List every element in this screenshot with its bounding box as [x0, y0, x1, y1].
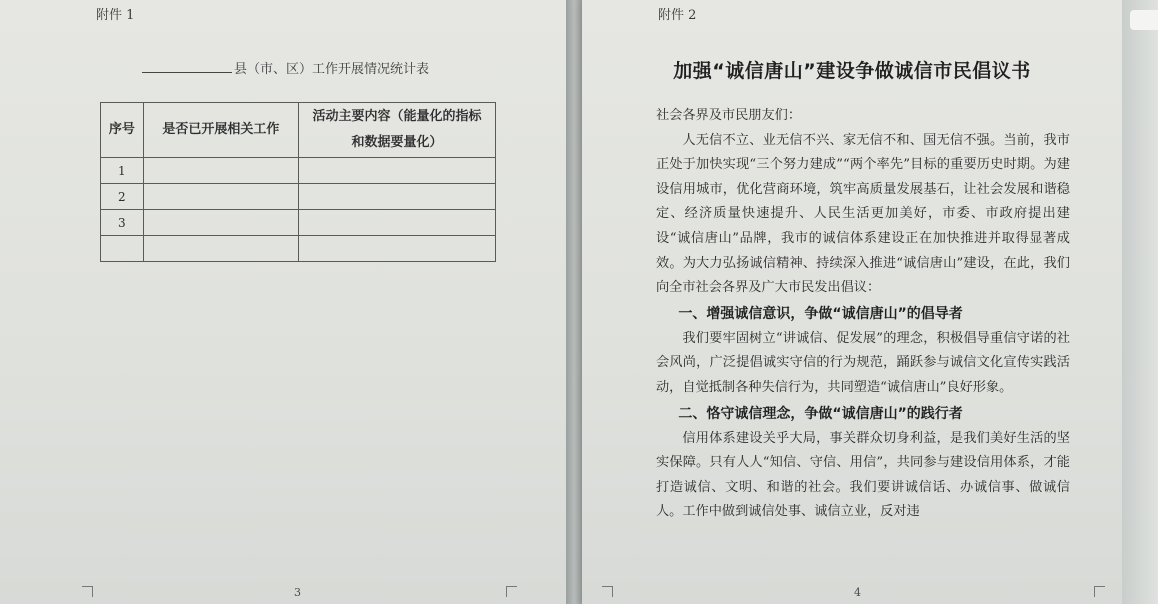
cell-content [298, 236, 495, 262]
paragraph-practice: 信用体系建设关乎大局，事关群众切身利益，是我们美好生活的坚实保障。只有人人“知信、守信、用信”，共同参与建设信用体系，才能打造诚信、文明、和谐的社会。我们要讲诚信话、办诚信事、做诚信人。工作中做到诚信处事、诚信立业，反对违 [656, 430, 1070, 520]
page-number: 3 [294, 586, 301, 599]
cell-seq: 3 [101, 210, 144, 236]
header-seq: 序号 [101, 103, 144, 158]
header-main-content-line2: 和数据要量化） [351, 135, 443, 150]
annex-1-label: 附件 1 [96, 8, 135, 23]
crop-mark [82, 586, 93, 597]
proposal-body [656, 104, 1070, 525]
table-header-row [101, 103, 496, 158]
crop-mark [506, 586, 517, 597]
cell-content [298, 210, 495, 236]
header-main-content-line1: 活动主要内容（能量化的指标 [312, 109, 482, 124]
statistics-title-text: 县（市、区）工作开展情况统计表 [234, 62, 430, 77]
section-heading-2: 二、恪守诚信理念，争做“诚信唐山”的践行者 [678, 405, 963, 422]
salutation: 社会各界及市民朋友们： [656, 108, 802, 123]
crop-mark [602, 586, 613, 597]
header-main-content [298, 103, 495, 158]
section-heading-1: 一、增强诚信意识，争做“诚信唐山”的倡导者 [678, 305, 963, 322]
cell-seq [101, 236, 144, 262]
crop-mark [1094, 586, 1105, 597]
cell-carried-out [143, 236, 298, 262]
cell-carried-out [143, 184, 298, 210]
paragraph-awareness: 我们要牢固树立“讲诚信、促发展”的理念，积极倡导重信守诺的社会风尚，广泛提倡诚实守信的行为规范，踊跃参与诚信文化宣传实践活动，自觉抵制各种失信行为，共同塑造“诚信唐山”良好形象。 [656, 330, 1070, 395]
cell-content [298, 184, 495, 210]
page-gutter [566, 0, 582, 604]
cell-carried-out [143, 158, 298, 184]
page-number: 4 [854, 586, 861, 599]
page-right [582, 0, 1122, 604]
table-row [101, 184, 496, 210]
next-page-edge [1122, 0, 1158, 604]
cell-content [298, 158, 495, 184]
cell-carried-out [143, 210, 298, 236]
annex-2-label: 附件 2 [658, 8, 697, 23]
county-name-blank [142, 72, 232, 73]
table-row [101, 236, 496, 262]
paragraph-intro: 人无信不立、业无信不兴、家无信不和、国无信不强。当前，我市正处于加快实现“三个努力建成”“两个率先”目标的重要历史时期。为建设信用城市，优化营商环境，筑牢高质量发展基石，让社会发展和谐稳定、经济质量快速提升、人民生活更加美好，市委、市政府提出建设“诚信唐山”品牌，我市的诚信体系建设正在加快推进并取得显著成效。为大力弘扬诚信精神、持续深入推进“诚信唐山”建设，在此，我们向全市社会各界及广大市民发出倡议： [656, 132, 1070, 296]
work-statistics-table [100, 102, 496, 262]
cell-seq: 1 [101, 158, 144, 184]
page-left [0, 0, 566, 604]
page-tab [1130, 10, 1158, 30]
cell-seq: 2 [101, 184, 144, 210]
statistics-table-title [142, 58, 429, 77]
proposal-title: 加强“诚信唐山”建设争做诚信市民倡议书 [673, 60, 1031, 82]
table-row [101, 210, 496, 236]
header-carried-out: 是否已开展相关工作 [143, 103, 298, 158]
table-row [101, 158, 496, 184]
